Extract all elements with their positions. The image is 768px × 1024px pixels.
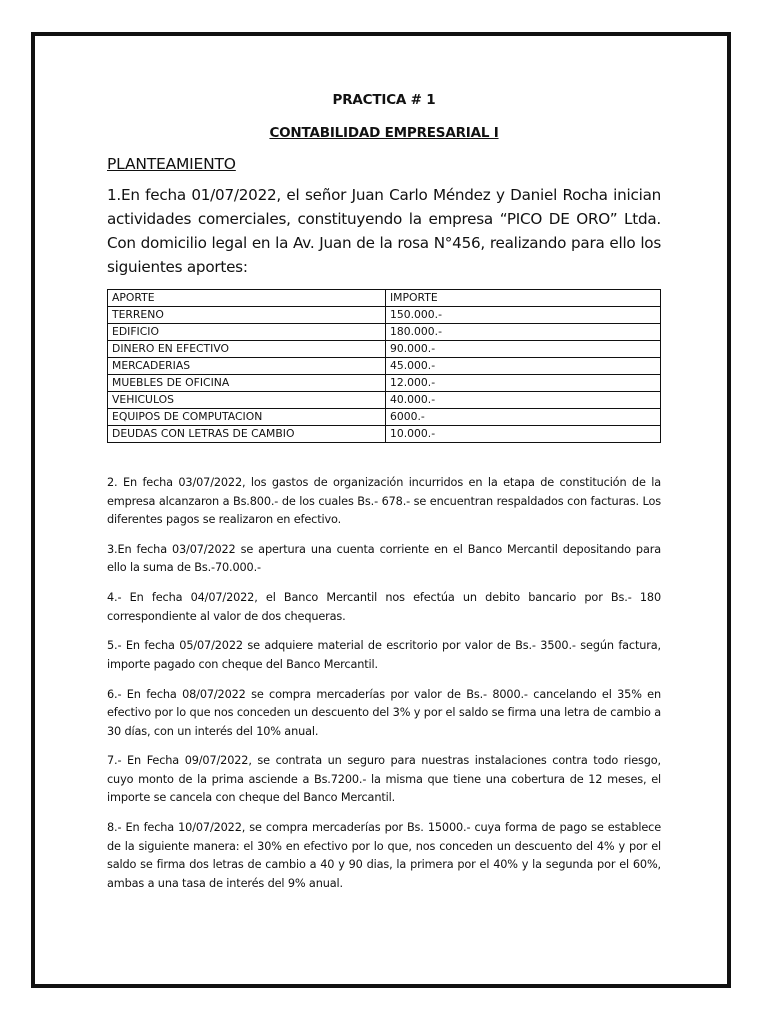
table-cell-importe: 150.000.- — [386, 307, 661, 324]
table-cell-importe: 12.000.- — [386, 375, 661, 392]
table-cell-importe: 45.000.- — [386, 358, 661, 375]
exercise-item-5: 5.- En fecha 05/07/2022 se adquiere material de escritorio por valor de Bs.- 3500.- según factura, importe pagado con cheque del Banco Mercantil. — [107, 639, 661, 671]
table-row — [108, 409, 661, 426]
exercise-item-4: 4.- En fecha 04/07/2022, el Banco Mercantil nos efectúa un debito bancario por Bs.- 180 correspondiente al valor de dos chequeras. — [107, 591, 661, 623]
table-cell-aporte: DINERO EN EFECTIVO — [108, 341, 386, 358]
table-cell-aporte: TERRENO — [108, 307, 386, 324]
exercise-item-7: 7.- En Fecha 09/07/2022, se contrata un seguro para nuestras instalaciones contra todo riesgo, cuyo monto de la prima asciende a Bs.7200.- la misma que tiene una cobertura de 12 meses, el importe se cancela con cheque del Banco Mercantil. — [107, 754, 661, 805]
exercise-item-6: 6.- En fecha 08/07/2022 se compra mercaderías por valor de Bs.- 8000.- cancelando el 35% en efectivo por lo que nos conceden un descuento del 3% y por el saldo se firma una letra de cambio a 30 días, con un interés del 10% anual. — [107, 687, 661, 738]
table-row — [108, 358, 661, 375]
table-row — [108, 324, 661, 341]
table-cell-importe: 90.000.- — [386, 341, 661, 358]
table-header-aporte: APORTE — [108, 290, 386, 307]
aportes-table — [107, 289, 661, 443]
table-row — [108, 307, 661, 324]
document-body — [107, 92, 661, 900]
table-cell-aporte: EDIFICIO — [108, 324, 386, 341]
table-row — [108, 426, 661, 443]
exercise-item-3: 3.En fecha 03/07/2022 se apertura una cuenta corriente en el Banco Mercantil depositando para ello la suma de Bs.-70.000.- — [107, 542, 661, 575]
document-subtitle: CONTABILIDAD EMPRESARIAL I — [269, 125, 499, 141]
table-header-row — [108, 290, 661, 307]
document-title: PRACTICA # 1 — [332, 92, 436, 108]
table-cell-importe: 180.000.- — [386, 324, 661, 341]
table-cell-aporte: EQUIPOS DE COMPUTACION — [108, 409, 386, 426]
table-cell-importe: 10.000.- — [386, 426, 661, 443]
table-header-importe: IMPORTE — [386, 290, 661, 307]
exercise-list — [107, 474, 661, 893]
table-cell-importe: 40.000.- — [386, 392, 661, 409]
table-cell-aporte: MERCADERIAS — [108, 358, 386, 375]
table-cell-aporte: DEUDAS CON LETRAS DE CAMBIO — [108, 426, 386, 443]
exercise-item-2: 2. En fecha 03/07/2022, los gastos de organización incurridos en la etapa de constitución de la empresa alcanzaron a Bs.800.- de los cuales Bs.- 678.- se encuentran respaldados con facturas. Los diferentes pagos se realizaron en efectivo. — [107, 476, 661, 526]
table-row — [108, 341, 661, 358]
exercise-item-8: 8.- En fecha 10/07/2022, se compra mercaderías por Bs. 15000.- cuya forma de pago se establece de la siguiente manera: el 30% en efectivo por lo que, nos conceden un descuento del 4% y por el saldo se firma dos letras de cambio a 40 y 90 dias, la primera por el 40% y la segunda por el 60%, ambas a una tasa de interés del 9% anual. — [107, 821, 661, 890]
section-heading: PLANTEAMIENTO — [107, 155, 236, 173]
table-row — [108, 392, 661, 409]
table-cell-aporte: VEHICULOS — [108, 392, 386, 409]
table-cell-importe: 6000.- — [386, 409, 661, 426]
intro-paragraph: 1.En fecha 01/07/2022, el señor Juan Carlo Méndez y Daniel Rocha inician actividades comerciales, constituyendo la empresa “PICO DE ORO” Ltda. Con domicilio legal en la Av. Juan de la rosa N°456, realizando para ello los siguientes aportes: — [107, 186, 661, 276]
table-row — [108, 375, 661, 392]
table-cell-aporte: MUEBLES DE OFICINA — [108, 375, 386, 392]
